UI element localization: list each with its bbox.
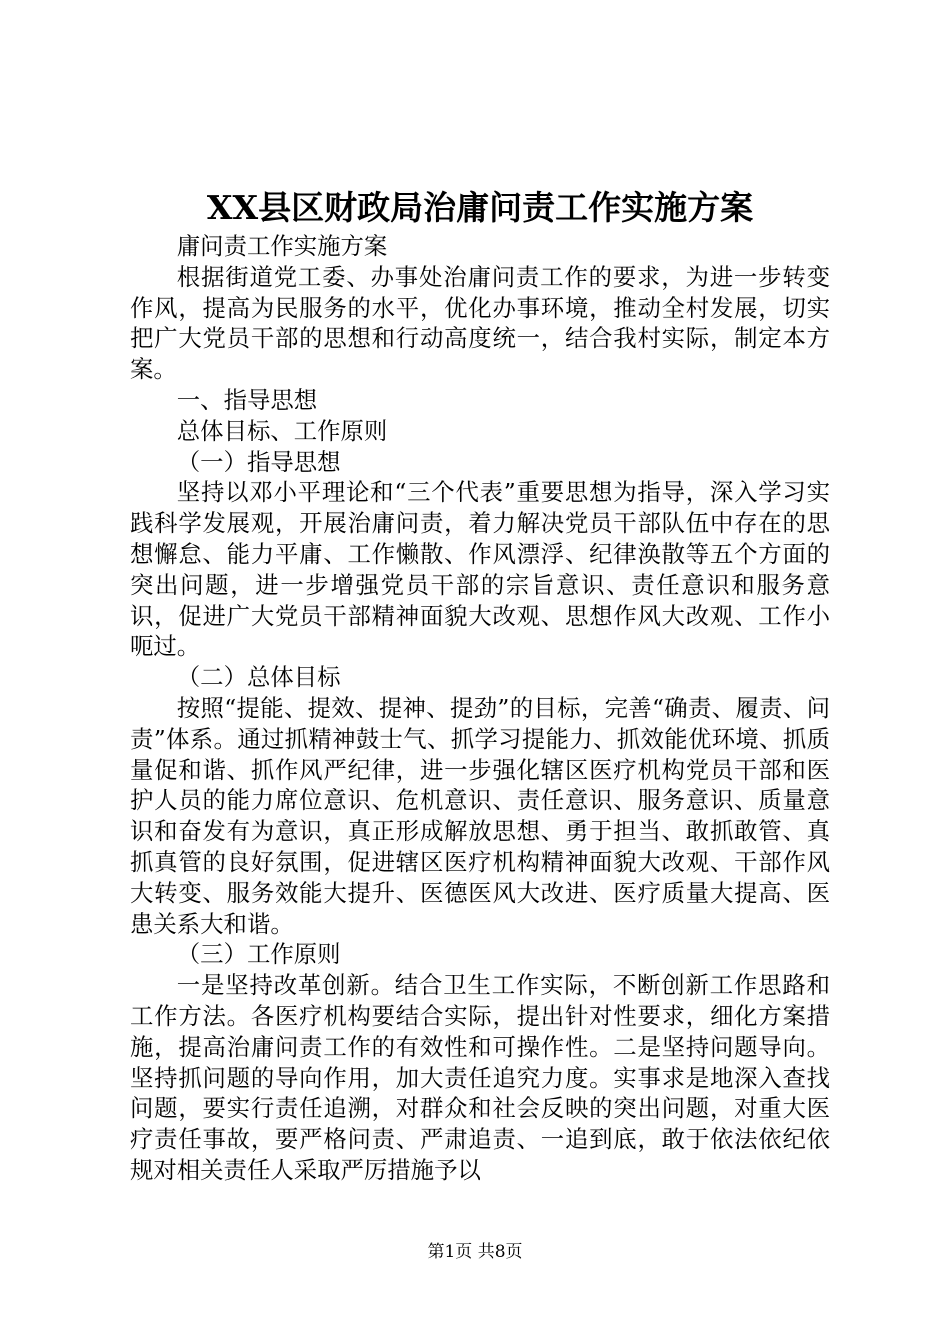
subsection-heading: （一）指导思想 [176,447,341,476]
paragraph: 坚持以邓小平理论和“三个代表”重要思想为指导，深入学习实践科学发展观，开展治庸问责，着力解决党员干部队伍中存在的思想懈怠、能力平庸、工作懒散、作风漂浮、纪律涣散等五个方面的突出问题，进一步增强党员干部的宗旨意识、责任意识和服务意识，促进广大党员干部精神面貌大改观、思想作风大改观、工作小呃过。 [130,478,830,661]
page-footer: 第1页 共8页 [427,1242,523,1262]
paragraph: 庸问责工作实施方案 [176,232,388,260]
subsection-heading: （三）工作原则 [176,940,341,969]
paragraph: 一是坚持改革创新。结合卫生工作实际，不断创新工作思路和工作方法。各医疗机构要结合实际，提出针对性要求，细化方案措施，提高治庸问责工作的有效性和可操作性。二是坚持问题导向。坚持抓问题的导向作用，加大责任追究力度。实事求是地深入查找问题，要实行责任追溯，对群众和社会反映的突出问题，对重大医疗责任事故，要严格问责、严肃追责、一追到底，敢于依法依纪依规对相关责任人采取严厉措施予以 [130,971,830,1184]
document-title: XX县区财政局治庸问责工作实施方案 [206,188,754,227]
paragraph: 按照“提能、提效、提神、提劲”的目标，完善“确责、履责、问责”体系。通过抓精神鼓士气、抓学习提能力、抓效能优环境、抓质量促和谐、抓作风严纪律，进一步强化辖区医疗机构党员干部和医护人员的能力席位意识、危机意识、责任意识、服务意识、质量意识和奋发有为意识，真正形成解放思想、勇于担当、敢抓敢管、真抓真管的良好氛围，促进辖区医疗机构精神面貌大改观、干部作风大转变、服务效能大提升、医德医风大改进、医疗质量大提高、医患关系大和谐。 [130,693,830,938]
subsection-heading: （二）总体目标 [176,663,341,692]
section-heading: 一、指导思想 [176,385,318,414]
document-body [130,231,830,1186]
document-page [130,185,830,1186]
paragraph: 总体目标、工作原则 [176,416,388,445]
paragraph: 根据街道党工委、办事处治庸问责工作的要求，为进一步转变作风，提高为民服务的水平，优化办事环境，推动全村发展，切实把广大党员干部的思想和行动高度统一，结合我村实际，制定本方案。 [130,262,830,384]
